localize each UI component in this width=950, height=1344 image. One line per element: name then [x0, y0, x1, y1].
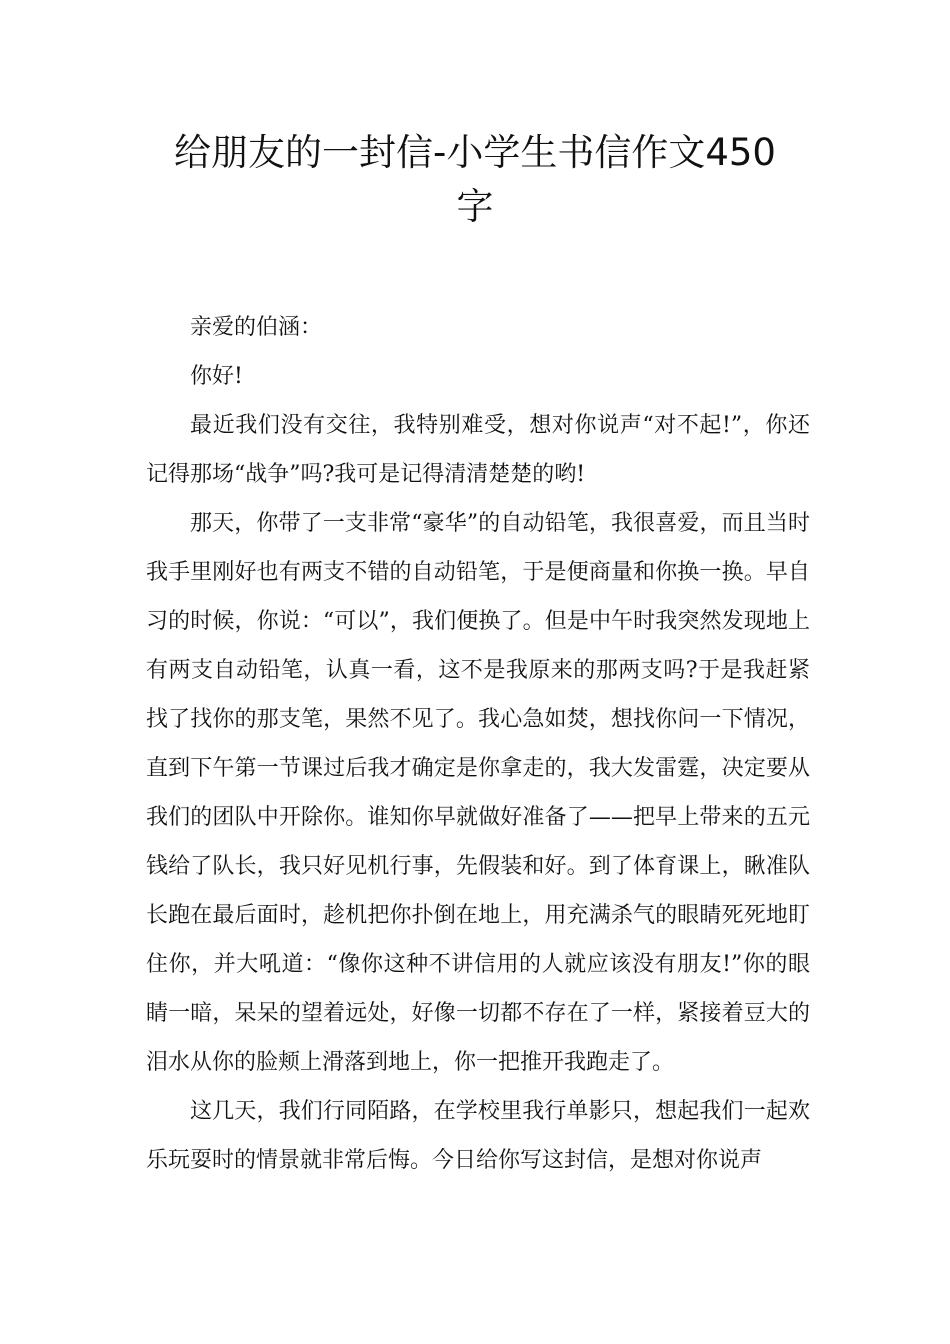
title-line-1: 给朋友的一封信-小学生书信作文450	[174, 131, 776, 174]
letter-paragraph-1: 最近我们没有交往，我特别难受，想对你说声“对不起!”，你还记得那场“战争”吗?我可是记得清清楚楚的哟!	[146, 413, 810, 487]
title-line-2: 字	[456, 185, 494, 228]
document-title	[140, 126, 810, 234]
letter-body	[146, 303, 810, 1185]
letter-greeting: 你好!	[190, 364, 243, 389]
letter-paragraph-3: 这几天，我们行同陌路，在学校里我行单影只，想起我们一起欢乐玩耍时的情景就非常后悔。今日给你写这封信，是想对你说声	[146, 1099, 810, 1173]
letter-salutation: 亲爱的伯涵：	[190, 315, 323, 340]
letter-paragraph-2: 那天，你带了一支非常“豪华”的自动铅笔，我很喜爱，而且当时我手里刚好也有两支不错的自动铅笔，于是便商量和你换一换。早自习的时候，你说：“可以”，我们便换了。但是中午时我突然发现地上有两支自动铅笔，认真一看，这不是我原来的那两支吗?于是我赶紧找了找你的那支笔，果然不见了。我心急如焚，想找你问一下情况，直到下午第一节课过后我才确定是你拿走的，我大发雷霆，决定要从我们的团队中开除你。谁知你早就做好准备了——把早上带来的五元钱给了队长，我只好见机行事，先假装和好。到了体育课上，瞅准队长跑在最后面时，趁机把你扑倒在地上，用充满杀气的眼睛死死地盯住你，并大吼道：“像你这种不讲信用的人就应该没有朋友!”你的眼睛一暗，呆呆的望着远处，好像一切都不存在了一样，紧接着豆大的泪水从你的脸颊上滑落到地上，你一把推开我跑走了。	[146, 511, 810, 1075]
